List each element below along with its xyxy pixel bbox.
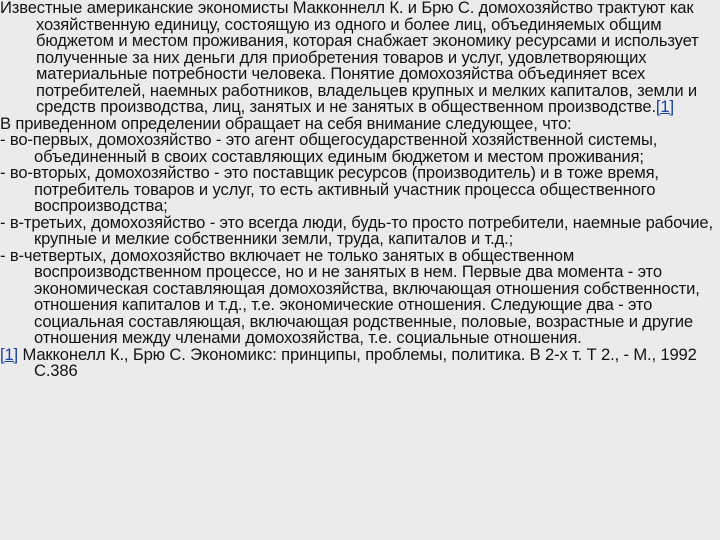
point-second-paragraph bbox=[0, 165, 720, 215]
footnote-reference-link[interactable]: [1] bbox=[655, 97, 674, 116]
point-second-text: - во-вторых, домохозяйство - это поставщик ресурсов (производитель) и в тоже время, потребитель товаров и услуг, то есть активный участник процесса общественного воспроизводства; bbox=[0, 163, 659, 215]
point-third-paragraph bbox=[0, 212, 720, 248]
observation-text: В приведенном определении обращает на себя внимание следующее, что: bbox=[0, 113, 572, 133]
point-fourth-text: - в-четвертых, домохозяйство включает не только занятых в общественном воспроизводственном процессе, но и не занятых в нем. Первые два момента - это экономическая составляющая домохозяйства, включающая отношения собственности, отношения капиталов и т.д., т.е. экономические отношения. Следующие два - это социальная составляющая, включающая родственные, половые, возрастные и другие отношения между членами домохозяйства, т.е. социальные отношения. bbox=[0, 245, 700, 347]
intro-text: Известные американские экономисты Макконнелл К. и Брю С. домохозяйство трактуют как хозяйственную единицу, состоящую из одного и более лиц, объединяемых общим бюджетом и местом проживания, которая снабжает экономику ресурсами и использует полученные за них деньги для приобретения товаров и услуг, удовлетворяющих материальные потребности человека. Понятие домохозяйства объединяет всех потребителей, наемных работников, владельцев крупных и мелких капиталов, земли и средств производства, лиц, занятых и не занятых в общественном производстве. bbox=[0, 0, 699, 116]
point-third-text: - в-третьих, домохозяйство - это всегда люди, будь-то просто потребители, наемные рабочие, крупные и мелкие собственники земли, труда, капиталов и т.д.; bbox=[0, 212, 713, 248]
point-fourth-paragraph bbox=[0, 245, 720, 347]
footnote-text: Макконелл К., Брю С. Экономикс: принципы, проблемы, политика. В 2-х т. Т 2., - М., 1992 С.386 bbox=[18, 344, 697, 380]
footnote-paragraph bbox=[0, 344, 720, 380]
point-first-paragraph bbox=[0, 132, 720, 165]
intro-paragraph bbox=[0, 0, 720, 116]
footnote-backlink[interactable]: [1] bbox=[0, 344, 18, 364]
point-first-text: - во-первых, домохозяйство - это агент общегосударственной хозяйственной системы, объединенный в своих составляющих единым бюджетом и местом проживания; bbox=[0, 130, 658, 166]
